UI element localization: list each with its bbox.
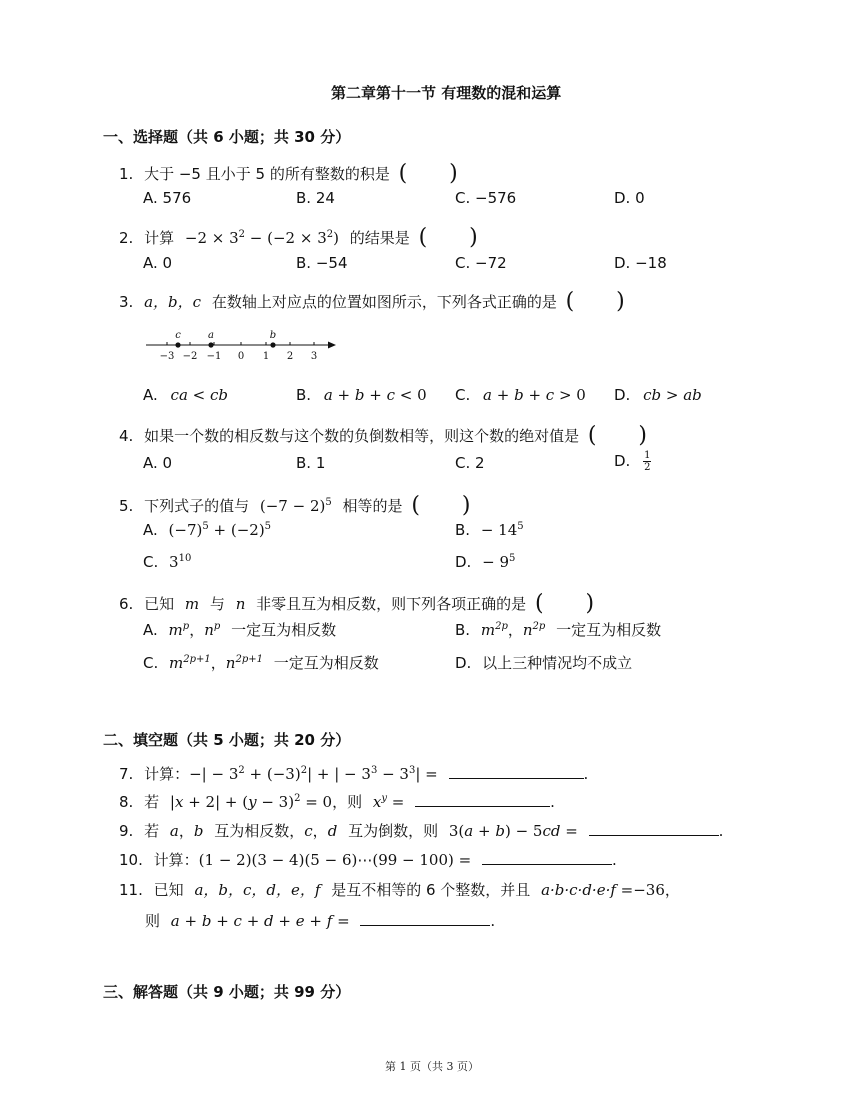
option-math: a + b + c > 0 [483, 386, 586, 404]
point-b [270, 342, 275, 347]
option-text: 一定互为相反数 [273, 654, 379, 672]
q4-option-d[interactable] [614, 450, 651, 473]
fraction-numerator: 1 [644, 450, 651, 461]
tick-label: 2 [286, 351, 294, 362]
option-text: 一定互为相反数 [231, 621, 337, 639]
question-stem: 如果一个数的相反数与这个数的负倒数相等，则这个数的绝对值是 [144, 427, 580, 445]
math-expression: $x^y$ [372, 793, 388, 811]
section-heading-solve: 三、解答题（共 9 小题；共 99 分） [103, 983, 351, 1001]
section-heading-choice: 一、选择题（共 6 小题；共 30 分） [103, 128, 351, 146]
point-c [175, 342, 180, 347]
question-text: 互为倒数，则 [348, 822, 439, 840]
question-text: 互为相反数， [214, 822, 305, 840]
point-label-c: c [175, 330, 181, 341]
point-a [208, 342, 213, 347]
option-label: C. [143, 654, 159, 672]
answer-blank[interactable] [449, 764, 584, 779]
answer-bracket[interactable]: ( ) [565, 289, 625, 314]
fraction-denominator: 2 [644, 462, 651, 473]
point-label-a: a [208, 330, 214, 341]
math-expression: $|x + 2| + (y - 3)^2 = 0$ [169, 793, 333, 811]
option-text: 一定互为相反数 [556, 621, 662, 639]
q4-option-b[interactable]: B. 1 [296, 454, 326, 472]
q6-option-d[interactable] [455, 652, 632, 673]
option-label: A. [143, 386, 158, 404]
question-8: 8. 若 $|x + 2| + (y - 3)^2 = 0$，则 $x^y$ = . [119, 793, 555, 811]
q3-option-a[interactable] [143, 386, 228, 404]
option-math: $3^{10}$ [169, 553, 192, 571]
page-title: 第二章第十一节 有理数的混和运算 [331, 84, 562, 102]
question-number: 3. [119, 293, 134, 311]
math-expression: −| − $3^2 + (-3)^2|$ + | − $3^3 - 3^3|$ = [189, 765, 438, 783]
tick-label: 0 [237, 351, 245, 362]
q5-option-a[interactable] [143, 521, 271, 539]
question-number: 9. [119, 822, 134, 840]
question-number: 7. [119, 765, 134, 783]
question-pre: 已知 [144, 595, 175, 613]
question-stem: 在数轴上对应点的位置如图所示，下列各式正确的是 [211, 293, 557, 311]
math-var: c [304, 822, 313, 840]
question-pre: 已知 [153, 881, 184, 899]
question-number: 2. [119, 229, 134, 247]
question-mid: ，则 [332, 793, 363, 811]
question-6 [119, 590, 594, 615]
answer-blank[interactable] [482, 850, 612, 865]
math-expression: $-2 \times 3^2 - (-2 \times 3^2)$ [184, 229, 339, 247]
option-math: − $14^5$ [480, 521, 524, 539]
option-math: $m^p$ [168, 621, 190, 639]
number-line-figure [140, 326, 350, 366]
q5-option-d[interactable] [455, 553, 515, 571]
option-label: B. [455, 521, 471, 539]
question-text: 是互不相等的 6 个整数，并且 [331, 881, 531, 899]
question-9: 9. 若 a，b 互为相反数，c，d 互为倒数，则 3(a + b) − 5cd = . [119, 822, 724, 840]
q3-option-c[interactable] [455, 386, 586, 404]
q2-option-d[interactable]: D. −18 [614, 254, 667, 272]
question-11-line2: 则 a + b + c + d + e + f = . [145, 912, 496, 930]
question-3 [119, 288, 625, 313]
q2-option-c[interactable]: C. −72 [455, 254, 507, 272]
option-label: B. [296, 386, 312, 404]
q3-option-d[interactable] [614, 386, 702, 404]
fraction [643, 450, 651, 473]
answer-blank[interactable] [589, 821, 719, 836]
option-math: $m^{2p}$ [480, 621, 508, 639]
math-expression: (1 − 2)(3 − 4)(5 − 6)⋯(99 − 100) = [198, 851, 472, 869]
question-mid: 与 [209, 595, 225, 613]
math-var: d [327, 822, 338, 840]
option-math: ca < cb [170, 386, 228, 404]
question-pre: 计算 [144, 229, 175, 247]
question-post: 相等的是 [342, 497, 403, 515]
math-var: m [184, 595, 200, 613]
option-label: B. [455, 621, 471, 639]
section-heading-fill: 二、填空题（共 5 小题；共 20 分） [103, 731, 351, 749]
question-2 [119, 224, 478, 249]
question-pre: 若 [144, 822, 160, 840]
question-5 [119, 492, 470, 517]
tick-label: 3 [310, 351, 318, 362]
answer-bracket[interactable]: ( ) [398, 161, 458, 186]
tick-label: −1 [206, 351, 222, 362]
math-var: b [193, 822, 204, 840]
q2-option-b[interactable]: B. −54 [296, 254, 348, 272]
q5-option-b[interactable] [455, 521, 524, 539]
point-label-b: b [269, 330, 277, 341]
q6-option-c[interactable]: C. $m^{2p+1}$，$n^{2p+1}$ 一定互为相反数 [143, 654, 379, 672]
question-number: 5. [119, 497, 134, 515]
math-expression: $(-7 - 2)^5$ [259, 497, 332, 515]
question-number: 11. [119, 881, 143, 899]
q1-option-b[interactable]: B. 24 [296, 189, 335, 207]
option-label: D. [614, 386, 631, 404]
question-pre: 下列式子的值与 [144, 497, 250, 515]
question-text: 则 [145, 912, 161, 930]
option-label: A. [143, 621, 158, 639]
question-vars: a，b，c [144, 293, 202, 311]
q4-option-a[interactable]: A. 0 [143, 454, 173, 472]
question-1 [119, 160, 458, 185]
option-label: D. [455, 654, 472, 672]
math-vars: a，b，c，d，e，f [194, 881, 321, 899]
q2-option-a[interactable]: A. 0 [143, 254, 173, 272]
option-label: C. [143, 553, 159, 571]
math-expression: 3(a + b) − 5cd = [448, 822, 578, 840]
question-post: 非零且互为相反数，则下列各项正确的是 [256, 595, 527, 613]
answer-bracket[interactable]: ( ) [534, 591, 595, 616]
option-math: a + b + c < 0 [323, 386, 427, 404]
option-text: 以上三种情况均不成立 [482, 654, 633, 672]
math-var: n [235, 595, 246, 613]
q1-option-c[interactable]: C. −576 [455, 189, 517, 207]
question-stem: 大于 −5 且小于 5 的所有整数的积是 [144, 165, 390, 183]
answer-blank[interactable] [360, 911, 490, 926]
question-number: 1. [119, 165, 134, 183]
q4-option-c[interactable]: C. 2 [455, 454, 485, 472]
q6-option-b[interactable]: B. $m^{2p}$，$n^{2p}$ 一定互为相反数 [455, 621, 662, 639]
answer-bracket[interactable]: ( ) [411, 493, 471, 518]
answer-blank[interactable] [415, 792, 550, 807]
option-label: D. [614, 452, 631, 470]
answer-bracket[interactable]: ( ) [587, 423, 648, 448]
tick-label: −3 [159, 351, 175, 362]
question-number: 8. [119, 793, 134, 811]
q1-option-a[interactable]: A. 576 [143, 189, 192, 207]
question-number: 6. [119, 595, 134, 613]
arrow-head-icon [328, 342, 336, 349]
math-var: a [169, 822, 179, 840]
math-expression: a + b + c + d + e + f [170, 912, 333, 930]
q3-option-b[interactable] [296, 386, 427, 404]
question-11: 11. 已知 a，b，c，d，e，f 是互不相等的 6 个整数，并且 a·b·c·d·e·f =−36， [119, 881, 680, 899]
q5-option-c[interactable] [143, 553, 191, 571]
option-math: − $9^5$ [482, 553, 516, 571]
question-7: 7. 计算：−| − $3^2 + (-3)^2|$ + | − $3^3 - 3^3|$ = . [119, 765, 589, 783]
question-post: 的结果是 [349, 229, 410, 247]
q6-option-a[interactable]: A. $m^p$，$n^p$ 一定互为相反数 [143, 621, 337, 639]
tick-label: −2 [182, 351, 198, 362]
option-math: $m^{2p+1}$ [169, 654, 211, 672]
answer-bracket[interactable]: ( ) [418, 225, 478, 250]
question-number: 4. [119, 427, 134, 445]
q1-option-d[interactable]: D. 0 [614, 189, 645, 207]
question-10: 10. 计算：(1 − 2)(3 − 4)(5 − 6)⋯(99 − 100) = . [119, 851, 617, 869]
tick-label: 1 [262, 351, 270, 362]
question-pre: 计算： [144, 765, 190, 783]
question-4 [119, 422, 647, 447]
option-label: A. [143, 521, 158, 539]
option-math: cb > ab [643, 386, 702, 404]
question-pre: 若 [144, 793, 160, 811]
option-math: $(-7)^5 + (-2)^5$ [168, 521, 272, 539]
option-label: C. [455, 386, 471, 404]
math-expression: a·b·c·d·e·f [541, 881, 616, 899]
page-footer: 第 1 页（共 3 页） [385, 1060, 479, 1073]
question-number: 10. [119, 851, 143, 869]
question-pre: 计算： [153, 851, 199, 869]
option-label: D. [455, 553, 472, 571]
